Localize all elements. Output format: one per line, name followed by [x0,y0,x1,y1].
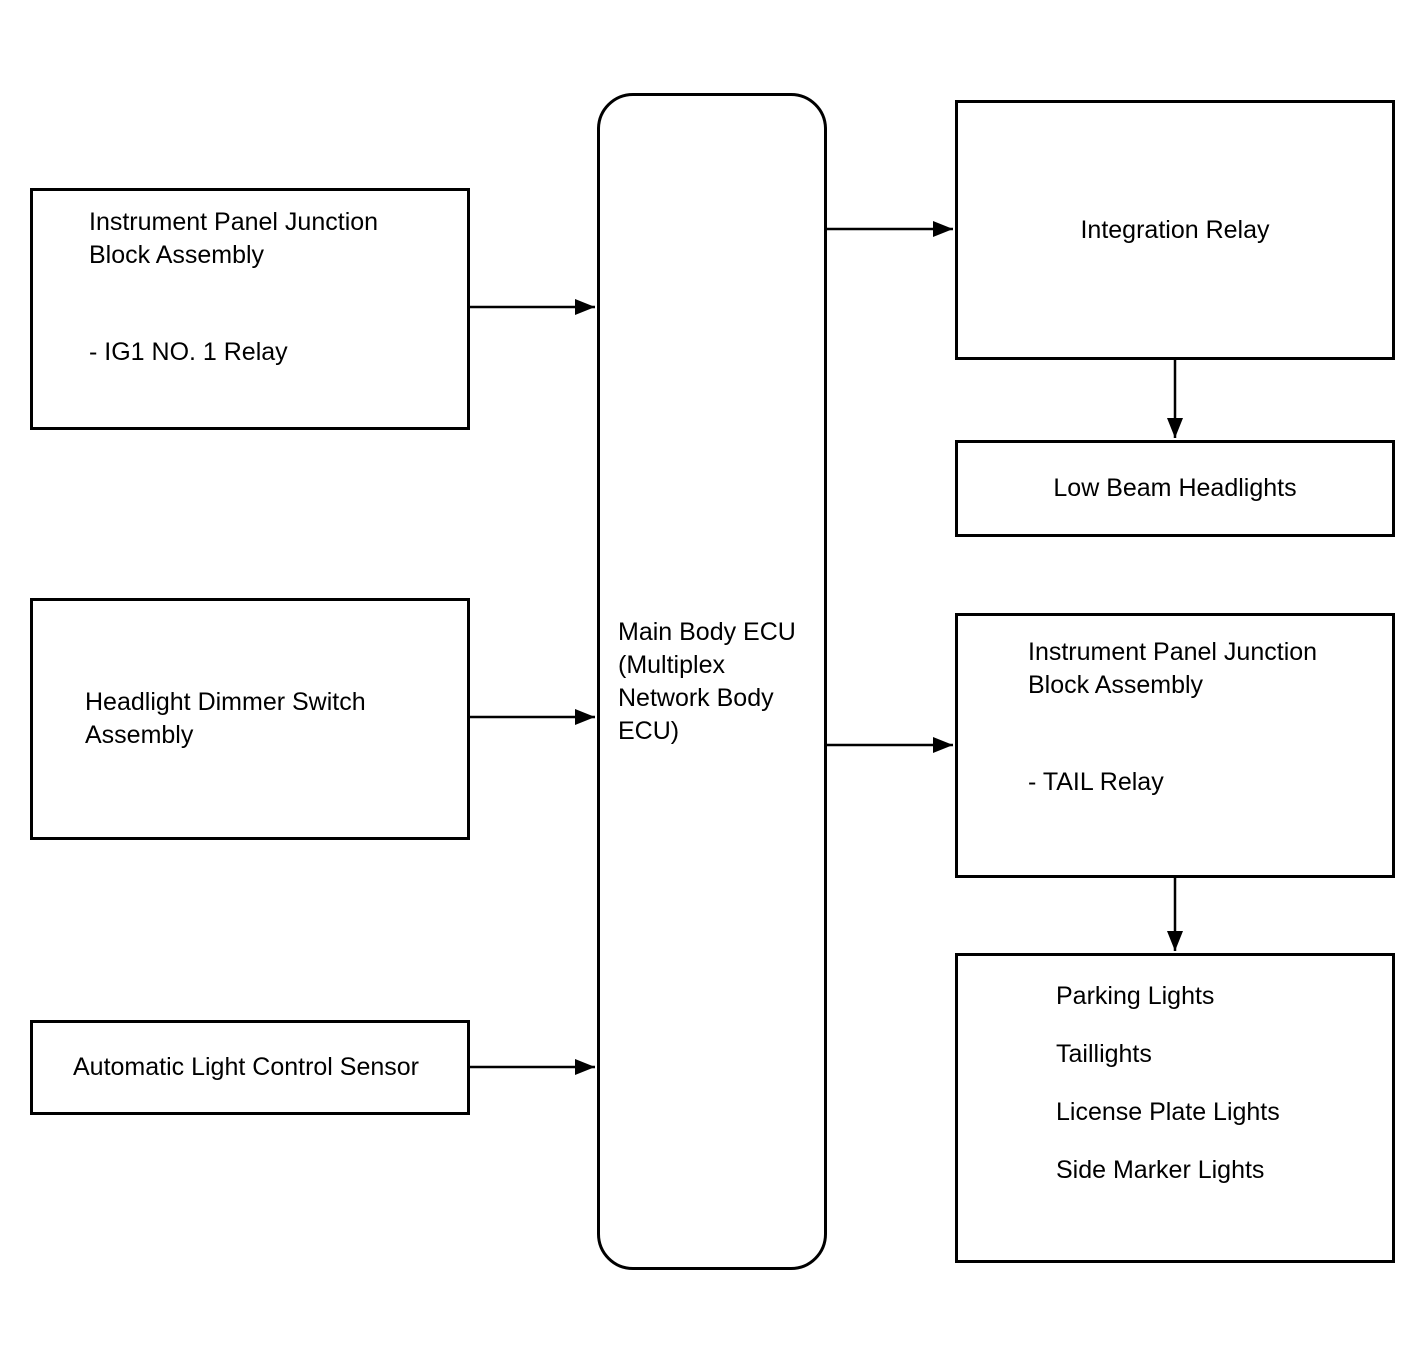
box-title: Headlight Dimmer Switch Assembly [85,688,366,749]
box-integration-relay [955,100,1395,360]
box-main-body-ecu [597,93,827,1270]
box-subitem: - IG1 NO. 1 Relay [89,338,288,366]
light-item: Taillights [1056,1040,1152,1068]
box-title: Main Body ECU (Multiplex Network Body ECU) [618,617,796,745]
box-instrument-panel-junction-tail [955,613,1395,878]
box-exterior-lights-list [955,953,1395,1263]
box-title: Instrument Panel Junction Block Assembly [89,208,379,269]
box-title: Low Beam Headlights [1053,474,1297,502]
box-low-beam-headlights [955,440,1395,537]
box-instrument-panel-junction-ig1 [30,188,470,430]
light-item: Parking Lights [1056,982,1215,1010]
box-headlight-dimmer-switch [30,598,470,840]
box-title: Automatic Light Control Sensor [73,1053,420,1081]
box-automatic-light-control-sensor [30,1020,470,1115]
light-item: License Plate Lights [1056,1098,1280,1126]
box-subitem: - TAIL Relay [1028,768,1164,796]
box-title: Integration Relay [1080,215,1270,244]
box-title: Instrument Panel Junction Block Assembly [1028,638,1318,699]
light-item: Side Marker Lights [1056,1156,1265,1184]
